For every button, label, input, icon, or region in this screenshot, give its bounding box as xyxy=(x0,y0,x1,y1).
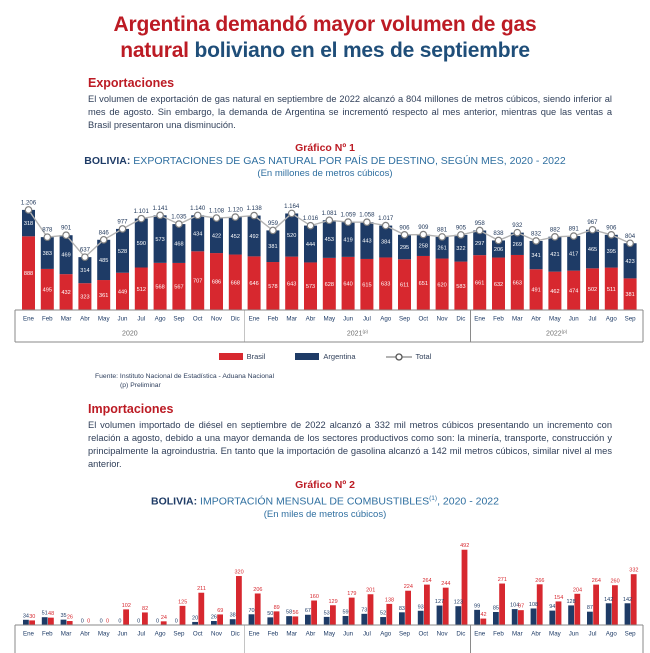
svg-text:34: 34 xyxy=(22,613,29,620)
svg-text:Ago: Ago xyxy=(380,315,392,323)
chart1-header xyxy=(0,142,650,180)
svg-text:69: 69 xyxy=(217,607,224,614)
svg-text:511: 511 xyxy=(606,286,616,293)
svg-text:224: 224 xyxy=(403,584,413,591)
svg-text:0: 0 xyxy=(87,618,91,625)
chart2-subtitle: BOLIVIA: IMPORTACIÓN MENSUAL DE COMBUSTIBLES$^{(1)}$, 2020 - 2022 xyxy=(151,495,499,508)
svg-text:492: 492 xyxy=(460,543,470,550)
svg-text:0: 0 xyxy=(174,618,178,625)
svg-text:1.101: 1.101 xyxy=(133,207,149,215)
svg-text:643: 643 xyxy=(287,280,297,287)
svg-text:Jul: Jul xyxy=(362,630,371,638)
svg-text:May: May xyxy=(97,315,110,323)
svg-text:573: 573 xyxy=(155,236,165,243)
svg-text:Ago: Ago xyxy=(380,630,392,638)
svg-text:1.138: 1.138 xyxy=(246,204,262,212)
svg-text:959: 959 xyxy=(267,219,278,227)
svg-text:Abr: Abr xyxy=(531,315,541,323)
svg-text:1.120: 1.120 xyxy=(227,206,243,214)
svg-text:Sep: Sep xyxy=(173,630,185,638)
svg-text:901: 901 xyxy=(61,224,72,232)
svg-text:Dic: Dic xyxy=(230,315,240,323)
svg-text:485: 485 xyxy=(99,257,109,264)
svg-text:Sep: Sep xyxy=(173,315,185,323)
svg-text:52: 52 xyxy=(380,610,387,617)
chart1-legend xyxy=(0,352,650,362)
svg-text:297: 297 xyxy=(475,240,485,247)
svg-text:1.081: 1.081 xyxy=(321,209,337,217)
svg-text:Jul: Jul xyxy=(588,315,597,323)
svg-text:295: 295 xyxy=(399,244,410,251)
total-line-icon xyxy=(386,353,412,361)
svg-text:35: 35 xyxy=(60,613,67,620)
svg-text:206: 206 xyxy=(253,586,263,593)
svg-text:492: 492 xyxy=(249,233,259,240)
svg-text:85: 85 xyxy=(492,605,499,612)
legend-item-argentina: Argentina xyxy=(295,352,355,361)
svg-text:314: 314 xyxy=(80,267,90,274)
svg-text:1.035: 1.035 xyxy=(171,213,187,221)
svg-text:0: 0 xyxy=(105,618,110,625)
svg-text:838: 838 xyxy=(493,229,504,237)
svg-text:Sep: Sep xyxy=(398,315,411,323)
svg-text:42: 42 xyxy=(480,611,487,618)
svg-text:0: 0 xyxy=(80,618,84,625)
svg-text:26: 26 xyxy=(66,614,73,621)
svg-text:804: 804 xyxy=(625,232,636,240)
svg-text:2021(p): 2021$^{(p)}$ xyxy=(346,328,369,338)
svg-text:Ene: Ene xyxy=(22,315,35,323)
title-line2-red: natural xyxy=(120,39,189,62)
svg-text:0: 0 xyxy=(137,618,141,625)
svg-text:423: 423 xyxy=(625,258,635,265)
svg-text:70: 70 xyxy=(248,607,255,614)
svg-text:620: 620 xyxy=(437,281,447,288)
svg-text:128: 128 xyxy=(566,598,576,605)
svg-text:204: 204 xyxy=(572,587,583,594)
svg-text:142: 142 xyxy=(622,596,633,603)
svg-text:Dic: Dic xyxy=(456,315,466,323)
svg-text:Feb: Feb xyxy=(41,315,53,323)
svg-text:261: 261 xyxy=(437,245,447,252)
svg-text:58: 58 xyxy=(286,609,293,616)
svg-text:Abr: Abr xyxy=(80,630,90,638)
svg-text:906: 906 xyxy=(606,223,617,231)
svg-text:93: 93 xyxy=(417,604,424,611)
svg-text:469: 469 xyxy=(61,252,71,259)
svg-text:Dic: Dic xyxy=(456,630,466,638)
svg-text:56: 56 xyxy=(292,609,299,616)
svg-text:Mar: Mar xyxy=(511,630,523,638)
svg-text:633: 633 xyxy=(381,281,391,288)
svg-text:958: 958 xyxy=(474,219,485,227)
svg-text:383: 383 xyxy=(42,250,52,257)
svg-text:Ago: Ago xyxy=(154,315,166,323)
svg-text:Sep: Sep xyxy=(624,315,636,323)
chart2-grouped-bar-chart xyxy=(0,525,650,653)
svg-text:332: 332 xyxy=(629,567,639,574)
svg-text:Feb: Feb xyxy=(41,630,53,638)
svg-text:264: 264 xyxy=(591,578,601,585)
svg-text:Jun: Jun xyxy=(117,315,128,323)
svg-text:0: 0 xyxy=(155,618,160,625)
importaciones-paragraph: El volumen importado de diésel en septiembre de 2022 alcanzó a 332 mil metros cúbicos presentando un incremento con relación a agosto, debido a una mayor demanda de los sectores productivos como son: la minería, transporte, construcción y principalmente la agroindustria. En tanto que la importación de gasolina alcanzó a 142 mil metros cúbicos, similar nivel al mes anterior. xyxy=(88,419,612,470)
svg-text:May: May xyxy=(323,630,336,638)
chart2-header xyxy=(0,479,650,521)
svg-text:Nov: Nov xyxy=(436,315,448,323)
svg-text:May: May xyxy=(549,630,561,638)
svg-text:512: 512 xyxy=(136,286,146,293)
svg-text:422: 422 xyxy=(211,233,222,240)
svg-text:1.140: 1.140 xyxy=(190,204,206,212)
svg-text:Mar: Mar xyxy=(60,315,72,323)
svg-text:646: 646 xyxy=(249,280,259,287)
svg-text:Sep: Sep xyxy=(398,630,411,638)
svg-text:381: 381 xyxy=(625,291,635,298)
svg-text:Jun: Jun xyxy=(568,315,579,323)
svg-text:495: 495 xyxy=(42,287,52,294)
svg-text:May: May xyxy=(323,315,336,323)
svg-text:Abr: Abr xyxy=(305,315,316,323)
svg-text:Oct: Oct xyxy=(192,315,203,323)
importaciones-heading: Importaciones xyxy=(88,401,174,416)
svg-text:Sep: Sep xyxy=(624,630,636,638)
svg-text:Ene: Ene xyxy=(248,630,260,638)
svg-text:906: 906 xyxy=(399,223,410,231)
svg-text:632: 632 xyxy=(493,281,504,288)
svg-text:108: 108 xyxy=(528,601,539,608)
svg-text:395: 395 xyxy=(606,248,616,255)
svg-text:Jun: Jun xyxy=(343,315,354,323)
legend-item-total: Total xyxy=(386,352,432,361)
svg-text:419: 419 xyxy=(343,237,353,244)
svg-text:Nov: Nov xyxy=(436,630,448,638)
svg-text:1.017: 1.017 xyxy=(378,214,394,222)
svg-text:Oct: Oct xyxy=(418,630,429,638)
svg-text:20: 20 xyxy=(192,615,199,622)
svg-text:Oct: Oct xyxy=(418,315,429,323)
chart1-unit: (En millones de metros cúbicos) xyxy=(257,167,393,179)
svg-text:Ene: Ene xyxy=(22,630,35,638)
svg-text:661: 661 xyxy=(475,280,485,287)
svg-text:160: 160 xyxy=(309,593,319,600)
svg-text:434: 434 xyxy=(193,230,203,237)
svg-text:443: 443 xyxy=(362,238,372,245)
svg-text:50: 50 xyxy=(267,610,274,617)
svg-text:83: 83 xyxy=(398,605,405,612)
svg-text:Jul: Jul xyxy=(137,315,146,323)
svg-text:417: 417 xyxy=(569,250,579,257)
svg-text:59: 59 xyxy=(342,609,349,616)
svg-text:444: 444 xyxy=(305,241,316,248)
svg-text:384: 384 xyxy=(381,239,391,246)
chart1-source xyxy=(95,372,612,390)
svg-text:Dic: Dic xyxy=(230,630,240,638)
svg-text:615: 615 xyxy=(362,282,372,289)
source-note: (p) Preliminar xyxy=(120,381,161,389)
svg-text:Mar: Mar xyxy=(286,315,298,323)
svg-text:468: 468 xyxy=(174,241,184,248)
svg-text:707: 707 xyxy=(193,278,203,285)
svg-text:878: 878 xyxy=(42,226,53,234)
svg-text:82: 82 xyxy=(142,605,149,612)
svg-text:Jul: Jul xyxy=(588,630,597,638)
svg-text:264: 264 xyxy=(422,578,432,585)
svg-text:271: 271 xyxy=(497,576,507,583)
title-line2-blue: boliviano en el mes de septiembre xyxy=(188,39,530,62)
svg-text:528: 528 xyxy=(117,248,128,255)
svg-text:211: 211 xyxy=(197,586,206,593)
svg-text:244: 244 xyxy=(441,581,451,588)
svg-text:611: 611 xyxy=(400,282,409,289)
svg-text:881: 881 xyxy=(437,225,448,233)
svg-text:590: 590 xyxy=(136,240,146,247)
svg-text:1.164: 1.164 xyxy=(284,202,300,210)
svg-text:1.141: 1.141 xyxy=(152,204,168,212)
svg-text:179: 179 xyxy=(347,591,357,598)
svg-text:846: 846 xyxy=(98,228,109,236)
svg-text:Nov: Nov xyxy=(210,630,223,638)
chart1-subtitle: BOLIVIA: EXPORTACIONES DE GAS NATURAL POR PAÍS DE DESTINO, SEGÚN MES, 2020 - 2022 xyxy=(84,154,566,167)
svg-text:206: 206 xyxy=(493,246,504,253)
svg-text:154: 154 xyxy=(554,594,564,601)
svg-text:30: 30 xyxy=(29,613,36,620)
svg-text:341: 341 xyxy=(531,252,541,259)
svg-text:502: 502 xyxy=(587,286,598,293)
svg-text:2022(p): 2022$^{(p)}$ xyxy=(546,328,568,338)
svg-text:0: 0 xyxy=(118,618,122,625)
svg-text:38: 38 xyxy=(229,612,236,619)
svg-text:381: 381 xyxy=(268,243,278,250)
svg-text:421: 421 xyxy=(550,251,560,258)
svg-text:668: 668 xyxy=(230,279,240,286)
svg-text:628: 628 xyxy=(324,281,334,288)
svg-text:583: 583 xyxy=(456,283,466,290)
svg-text:May: May xyxy=(97,630,110,638)
svg-text:123: 123 xyxy=(453,599,463,606)
svg-text:24: 24 xyxy=(160,614,167,621)
svg-text:89: 89 xyxy=(273,604,280,611)
svg-text:640: 640 xyxy=(343,281,353,288)
brasil-swatch-icon xyxy=(219,353,243,360)
chart1-stacked-bar-chart xyxy=(0,184,650,346)
svg-text:320: 320 xyxy=(234,569,244,576)
svg-text:Ago: Ago xyxy=(605,630,617,638)
svg-text:474: 474 xyxy=(569,287,579,294)
svg-text:26: 26 xyxy=(210,614,217,621)
chart2-unit: (En miles de metros cúbicos) xyxy=(263,508,387,520)
title-line1: Argentina demandó mayor volumen de gas xyxy=(113,13,537,36)
svg-text:453: 453 xyxy=(324,236,334,243)
svg-text:568: 568 xyxy=(155,284,165,291)
svg-text:686: 686 xyxy=(211,279,222,286)
svg-text:Ene: Ene xyxy=(248,315,260,323)
svg-text:573: 573 xyxy=(305,283,316,290)
svg-text:1.059: 1.059 xyxy=(340,211,356,219)
svg-text:May: May xyxy=(549,315,561,323)
svg-text:Nov: Nov xyxy=(210,315,223,323)
title-line2 xyxy=(0,38,650,64)
svg-text:1.016: 1.016 xyxy=(302,214,319,222)
svg-text:258: 258 xyxy=(418,242,428,249)
svg-text:Mar: Mar xyxy=(286,630,298,638)
svg-text:Feb: Feb xyxy=(493,630,504,638)
svg-text:1.108: 1.108 xyxy=(208,207,225,215)
svg-text:129: 129 xyxy=(328,598,338,605)
svg-text:51: 51 xyxy=(41,610,48,617)
svg-text:651: 651 xyxy=(418,280,428,287)
svg-text:Oct: Oct xyxy=(192,630,203,638)
axis xyxy=(15,625,643,653)
svg-text:Jul: Jul xyxy=(362,315,371,323)
svg-text:138: 138 xyxy=(384,597,395,604)
svg-text:Feb: Feb xyxy=(267,630,279,638)
svg-text:Jun: Jun xyxy=(568,630,579,638)
svg-text:48: 48 xyxy=(48,611,55,618)
svg-text:977: 977 xyxy=(117,218,128,226)
svg-text:Ago: Ago xyxy=(605,315,617,323)
exportaciones-heading: Exportaciones xyxy=(88,76,175,90)
svg-text:637: 637 xyxy=(79,246,90,254)
svg-text:832: 832 xyxy=(531,230,542,238)
svg-text:87: 87 xyxy=(586,605,593,612)
svg-text:269: 269 xyxy=(512,241,522,248)
svg-text:888: 888 xyxy=(23,270,34,277)
svg-text:260: 260 xyxy=(610,578,620,585)
svg-text:Ago: Ago xyxy=(154,630,166,638)
svg-text:Ene: Ene xyxy=(474,630,486,638)
svg-text:432: 432 xyxy=(61,289,71,296)
svg-text:97: 97 xyxy=(518,603,525,610)
legend-item-brasil: Brasil xyxy=(219,352,266,361)
svg-text:0: 0 xyxy=(99,618,103,625)
svg-text:520: 520 xyxy=(287,232,297,239)
svg-text:318: 318 xyxy=(23,220,34,227)
svg-text:Jul: Jul xyxy=(137,630,146,638)
svg-text:127: 127 xyxy=(434,598,445,605)
svg-text:465: 465 xyxy=(587,246,598,253)
svg-text:99: 99 xyxy=(474,603,481,610)
svg-text:67: 67 xyxy=(304,608,311,615)
svg-text:567: 567 xyxy=(174,284,184,291)
svg-text:361: 361 xyxy=(99,292,109,299)
svg-text:Feb: Feb xyxy=(493,315,504,323)
svg-text:891: 891 xyxy=(568,225,579,233)
svg-text:882: 882 xyxy=(549,225,560,233)
svg-text:909: 909 xyxy=(418,223,429,231)
exportaciones-paragraph: El volumen de exportación de gas natural en septiembre de 2022 alcanzó a 804 millones de metros cúbicos, siendo inferior al mes de agosto. Sin embargo, la demanda de Argentina se incrementó respecto al mes anterior, mientras que las ventas a Brasil presentaron una disminución. xyxy=(88,94,612,131)
source-line: Fuente: Instituto Nacional de Estadística - Aduana Nacional xyxy=(95,372,275,380)
svg-text:Abr: Abr xyxy=(531,630,541,638)
svg-text:Jun: Jun xyxy=(343,630,354,638)
svg-text:967: 967 xyxy=(587,218,598,226)
svg-text:322: 322 xyxy=(456,245,466,252)
svg-text:491: 491 xyxy=(531,287,541,294)
argentina-swatch-icon xyxy=(295,353,319,360)
svg-text:Ene: Ene xyxy=(474,315,486,323)
svg-text:73: 73 xyxy=(361,607,368,614)
svg-text:142: 142 xyxy=(604,596,614,603)
svg-text:Mar: Mar xyxy=(60,630,72,638)
svg-text:449: 449 xyxy=(117,288,128,295)
svg-text:201: 201 xyxy=(366,587,376,594)
svg-text:Abr: Abr xyxy=(305,630,316,638)
svg-text:102: 102 xyxy=(121,602,131,609)
svg-text:Mar: Mar xyxy=(511,315,523,323)
axis xyxy=(15,310,643,342)
svg-text:94: 94 xyxy=(549,604,556,611)
svg-text:53: 53 xyxy=(323,610,330,617)
chart1-title: Gráfico Nº 1 xyxy=(295,141,355,154)
bars xyxy=(23,543,639,625)
svg-text:Jun: Jun xyxy=(117,630,128,638)
page-title xyxy=(0,12,650,64)
svg-text:932: 932 xyxy=(512,221,523,229)
svg-text:104: 104 xyxy=(510,602,520,609)
svg-text:Feb: Feb xyxy=(267,315,279,323)
svg-text:663: 663 xyxy=(512,280,522,287)
chart2-title: Gráfico Nº 2 xyxy=(295,479,355,492)
svg-text:905: 905 xyxy=(455,223,466,231)
svg-text:1.058: 1.058 xyxy=(359,211,375,219)
svg-text:Abr: Abr xyxy=(80,315,90,323)
svg-text:323: 323 xyxy=(80,294,90,301)
svg-text:462: 462 xyxy=(550,288,560,295)
svg-text:452: 452 xyxy=(230,233,240,240)
svg-text:266: 266 xyxy=(535,577,545,584)
svg-text:1.206: 1.206 xyxy=(20,199,37,207)
svg-text:578: 578 xyxy=(268,283,278,290)
svg-text:125: 125 xyxy=(178,599,188,606)
svg-text:2020: 2020 xyxy=(122,330,138,338)
